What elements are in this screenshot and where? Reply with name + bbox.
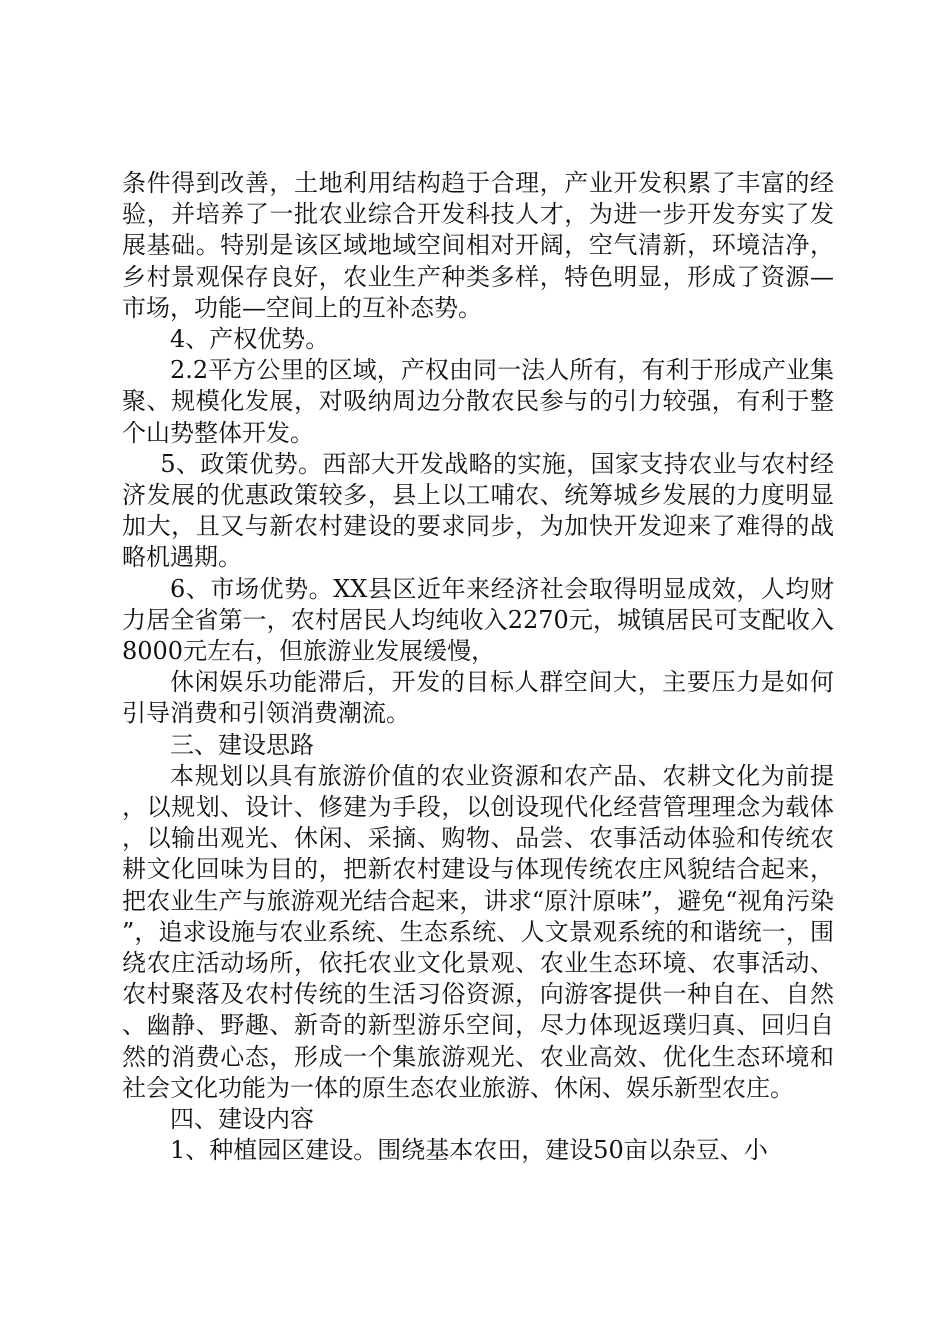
heading-construction-content: 四、建设内容 — [170, 1105, 314, 1134]
paragraph-property: 2.2平方公里的区域，产权由同一法人所有，有利于形成产业集聚、规模化发展，对吸纳周边分散农民参与的引力较强，有利于整个山势整体开发。 — [122, 356, 834, 447]
paragraph-plan: 本规划以具有旅游价值的农业资源和农产品、农耕文化为前提，以规划、设计、修建为手段，以创设现代化经营管理理念为载体，以输出观光、休闲、采摘、购物、品尝、农事活动体验和传统农耕文化回味为目的，把新农村建设与体现传统农庄风貌结合起来，把农业生产与旅游观光结合起来，讲求“原汁原味”，避免“视角污染”，追求设施与农业系统、生态系统、人文景观系统的和谐统一，围绕农庄活动场所，依托农业文化景观、农业生态环境、农事活动、农村聚落及农村传统的生活习俗资源，向游客提供一种自在、自然、幽静、野趣、新奇的新型游乐空间，尽力体现返璞归真、回归自然的消费心态，形成一个集旅游观光、农业高效、优化生态环境和社会文化功能为一体的原生态农业旅游、休闲、娱乐新型农庄。 — [122, 761, 834, 1102]
paragraph-market-advantage: 6、市场优势。XX县区近年来经济社会取得明显成效，人均财力居全省第一，农村居民人均纯收入2270元，城镇居民可支配收入8000元左右，但旅游业发展缓慢， — [122, 574, 834, 666]
paragraph-policy-advantage: 5、政策优势。西部大开发战略的实施，国家支持农业与农村经济发展的优惠政策较多，县上以工哺农、统筹城乡发展的力度明显加大，且又与新农村建设的要求同步，为加快开发迎来了难得的战略机遇期。 — [122, 449, 834, 572]
heading-construction-ideas: 三、建设思路 — [170, 730, 314, 759]
heading-property-advantage: 4、产权优势。 — [170, 325, 330, 354]
paragraph-planting-park: 1、种植园区建设。围绕基本农田，建设50亩以杂豆、小 — [170, 1136, 768, 1165]
document-body — [122, 168, 834, 1167]
paragraph-leisure: 休闲娱乐功能滞后，开发的目标人群空间大，主要压力是如何引导消费和引领消费潮流。 — [122, 668, 834, 728]
paragraph-conditions: 条件得到改善，土地利用结构趋于合理，产业开发积累了丰富的经验，并培养了一批农业综合开发科技人才，为进一步开发夯实了发展基础。特别是该区域地域空间相对开阔，空气清新，环境洁净，乡村景观保存良好，农业生产种类多样，特色明显，形成了资源—市场，功能—空间上的互补态势。 — [122, 169, 834, 322]
